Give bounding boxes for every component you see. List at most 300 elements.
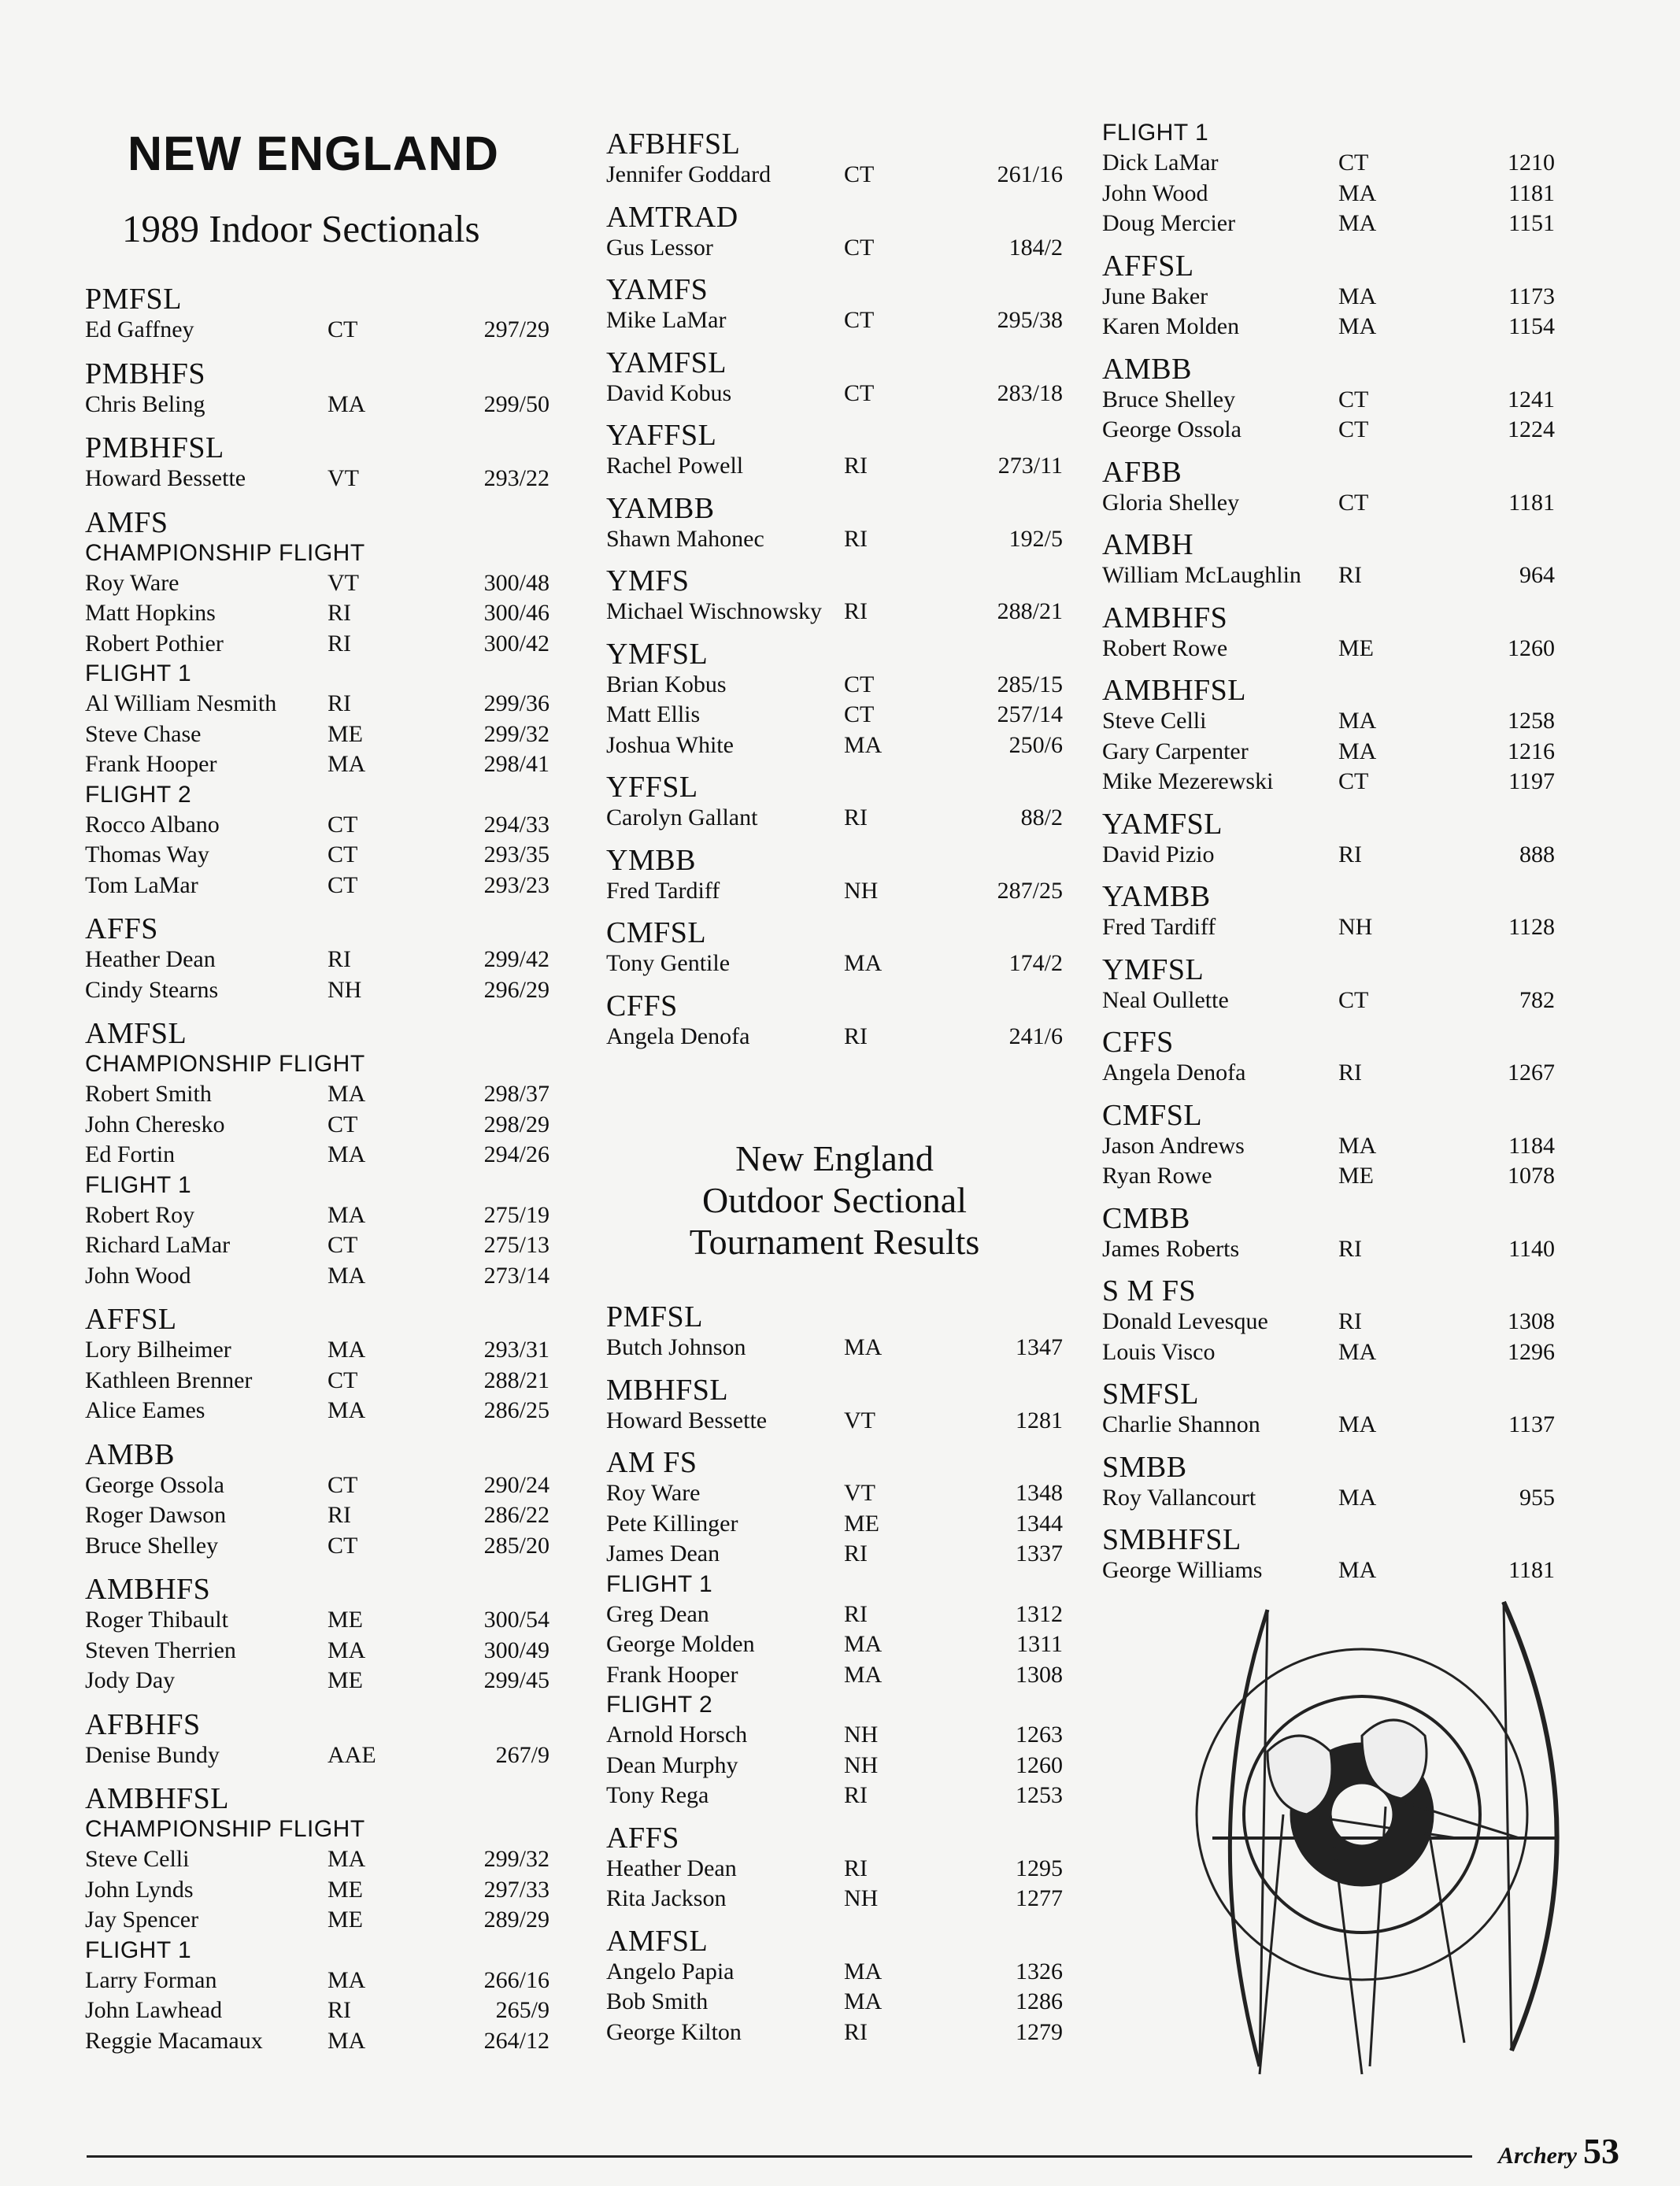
archer-name: Jason Andrews — [1102, 1132, 1245, 1159]
archer-name: Heather Dean — [606, 1855, 737, 1881]
score: 300/42 — [483, 630, 550, 657]
state-code: CT — [327, 1367, 358, 1393]
state-code: RI — [844, 1600, 868, 1627]
score: 275/19 — [483, 1201, 550, 1228]
state-code: MA — [1338, 313, 1377, 339]
category-heading: YMFSL — [1102, 952, 1204, 986]
result-section — [85, 1018, 573, 1291]
flight-label: FLIGHT 1 — [85, 1936, 192, 1963]
category-heading: AFBHFS — [85, 1707, 201, 1741]
result-section — [1102, 881, 1555, 943]
state-code: RI — [1338, 1235, 1362, 1262]
score: 289/29 — [483, 1907, 550, 1933]
result-row — [1102, 1234, 1555, 1265]
archer-name: John Cheresko — [85, 1111, 225, 1137]
result-row — [1102, 385, 1555, 416]
category-heading: YAMFSL — [1102, 807, 1223, 841]
state-code: MA — [1338, 1132, 1377, 1159]
score: 297/29 — [483, 316, 550, 342]
score: 261/16 — [997, 161, 1063, 187]
category-heading: YAMBB — [1102, 880, 1211, 913]
archer-name: Ryan Rowe — [1102, 1163, 1212, 1189]
result-row — [85, 2026, 573, 2057]
archer-name: Tom LaMar — [85, 871, 198, 898]
result-row — [606, 1720, 1063, 1751]
category-heading: AMBHFS — [85, 1573, 211, 1606]
score: 1197 — [1508, 768, 1555, 794]
flight-label: FLIGHT 2 — [85, 781, 192, 808]
state-code: NH — [1338, 914, 1373, 940]
result-row — [1102, 312, 1555, 342]
state-code: MA — [327, 1337, 366, 1363]
score: 1295 — [1016, 1855, 1063, 1881]
flight-label: FLIGHT 1 — [85, 1171, 192, 1198]
category-heading: YAFFSL — [606, 419, 717, 452]
archer-name: Steven Therrien — [85, 1637, 236, 1663]
result-row — [606, 1781, 1063, 1811]
result-row — [1102, 209, 1555, 239]
state-code: RI — [844, 804, 868, 830]
state-code: MA — [327, 1846, 366, 1872]
score: 782 — [1519, 986, 1555, 1013]
archer-name: David Kobus — [606, 379, 732, 406]
archer-name: Angela Denofa — [1102, 1060, 1246, 1086]
category-heading: AFFS — [606, 1821, 679, 1855]
archer-name: George Ossola — [85, 1471, 224, 1498]
result-row — [1102, 706, 1555, 737]
category-heading: SMFSL — [1102, 1378, 1199, 1411]
result-row — [1102, 737, 1555, 768]
archer-name: Neal Oullette — [1102, 986, 1229, 1013]
archer-name: Robert Rowe — [1102, 634, 1228, 661]
result-row — [85, 945, 573, 975]
result-section — [85, 1783, 573, 2056]
category-heading: YMBB — [606, 843, 696, 877]
archer-name: Dean Murphy — [606, 1751, 738, 1778]
result-row — [606, 1333, 1063, 1363]
score: 1312 — [1016, 1600, 1063, 1627]
archer-name: Gloria Shelley — [1102, 489, 1240, 516]
archer-name: Butch Johnson — [606, 1334, 746, 1360]
result-row — [85, 810, 573, 841]
score: 955 — [1519, 1484, 1555, 1511]
footer-rule — [87, 2155, 1472, 2158]
score: 293/23 — [483, 871, 550, 898]
state-code: MA — [327, 1397, 366, 1423]
score: 1260 — [1508, 634, 1555, 661]
result-section — [606, 1301, 1063, 1363]
score: 888 — [1519, 841, 1555, 867]
result-row — [1102, 840, 1555, 871]
result-row — [85, 1966, 573, 1996]
result-row — [85, 315, 573, 346]
archer-name: John Wood — [85, 1262, 191, 1289]
state-code: RI — [844, 1782, 868, 1808]
state-code: CT — [327, 1111, 358, 1137]
score: 1181 — [1508, 179, 1555, 206]
result-section — [1102, 954, 1555, 1016]
state-code: RI — [844, 453, 868, 479]
state-code: MA — [327, 751, 366, 777]
archer-name: James Dean — [606, 1541, 720, 1566]
result-row — [606, 1600, 1063, 1630]
state-code: RI — [327, 630, 351, 657]
state-code: CT — [844, 671, 875, 697]
archer-name: Denise Bundy — [85, 1741, 220, 1768]
archer-name: Bob Smith — [606, 1988, 709, 2014]
result-row — [606, 1660, 1063, 1691]
state-code: ME — [327, 1607, 363, 1633]
score: 1348 — [1016, 1480, 1063, 1506]
score: 293/22 — [483, 465, 550, 491]
state-code: ME — [844, 1510, 879, 1537]
state-code: RI — [327, 600, 351, 626]
archer-name: Frank Hooper — [85, 751, 217, 777]
archer-name: Ed Fortin — [85, 1141, 176, 1167]
score: 1224 — [1508, 416, 1555, 442]
state-code: MA — [1338, 283, 1377, 309]
result-row — [606, 451, 1063, 482]
result-row — [606, 233, 1063, 264]
state-code: MA — [844, 1334, 883, 1360]
state-code: CT — [1338, 768, 1369, 794]
score: 1184 — [1508, 1132, 1555, 1159]
result-section — [1102, 808, 1555, 871]
archer-name: Gary Carpenter — [1102, 738, 1249, 764]
result-row — [1102, 1337, 1555, 1368]
state-code: CT — [1338, 986, 1369, 1013]
state-code: MA — [844, 1661, 883, 1688]
result-section — [1102, 1452, 1555, 1514]
category-heading: AFFSL — [1102, 249, 1194, 283]
result-section — [606, 771, 1063, 834]
archer-name: June Baker — [1102, 283, 1208, 309]
category-heading: AMFSL — [606, 1924, 709, 1958]
archer-name: Brian Kobus — [606, 671, 727, 697]
result-row — [1102, 634, 1555, 664]
result-row — [85, 749, 573, 780]
result-row — [1102, 1161, 1555, 1192]
result-row — [85, 1200, 573, 1231]
archer-name: Doug Mercier — [1102, 210, 1236, 236]
state-code: CT — [1338, 489, 1369, 516]
archer-drawing-bow-icon — [1165, 1578, 1582, 2082]
score: 295/38 — [997, 307, 1063, 333]
result-row — [85, 1605, 573, 1636]
category-heading: CFFS — [606, 989, 678, 1023]
score: 1267 — [1508, 1060, 1555, 1086]
result-row — [85, 629, 573, 660]
archer-name: John Wood — [1102, 179, 1208, 206]
score: 1173 — [1508, 283, 1555, 309]
result-row — [1102, 148, 1555, 179]
result-row — [1102, 1131, 1555, 1162]
state-code: RI — [327, 946, 351, 972]
result-row — [85, 1396, 573, 1426]
archer-name: Steve Celli — [1102, 708, 1207, 734]
result-section — [606, 1925, 1063, 2048]
category-heading: YFFSL — [606, 771, 698, 804]
state-code: RI — [844, 598, 868, 624]
result-section — [606, 274, 1063, 336]
result-row — [85, 1844, 573, 1875]
score: 267/9 — [495, 1741, 550, 1768]
result-row — [1102, 488, 1555, 519]
score: 285/15 — [997, 671, 1063, 697]
result-section — [606, 1822, 1063, 1914]
state-code: NH — [844, 1722, 879, 1748]
score: 1154 — [1508, 313, 1555, 339]
archer-name: Howard Bessette — [606, 1407, 768, 1433]
archer-name: Angelo Papia — [606, 1958, 735, 1984]
state-code: CT — [327, 871, 358, 898]
state-code: CT — [327, 1232, 358, 1258]
result-row — [606, 160, 1063, 190]
result-row — [85, 1875, 573, 1906]
score: 1326 — [1016, 1958, 1063, 1984]
result-section — [1102, 529, 1555, 591]
score: 1279 — [1016, 2018, 1063, 2045]
result-row — [606, 1884, 1063, 1914]
state-code: RI — [1338, 1308, 1362, 1334]
result-row — [1102, 1410, 1555, 1441]
archer-name: Roy Vallancourt — [1102, 1484, 1256, 1511]
state-code: MA — [1338, 179, 1377, 206]
result-row — [1102, 415, 1555, 446]
state-code: CT — [844, 234, 875, 261]
score: 1210 — [1508, 150, 1555, 176]
archer-name: Arnold Horsch — [606, 1722, 748, 1748]
archer-name: Fred Tardiff — [1102, 914, 1216, 940]
outdoor-title-line: New England — [735, 1138, 934, 1178]
score: 283/18 — [997, 379, 1063, 406]
result-row — [1102, 912, 1555, 943]
archer-name: Matt Hopkins — [85, 600, 216, 626]
result-row — [606, 1406, 1063, 1437]
state-code: MA — [327, 1637, 366, 1663]
state-code: RI — [844, 525, 868, 552]
archer-name: John Lawhead — [85, 1997, 223, 2023]
category-heading: AMBHFSL — [85, 1782, 229, 1815]
result-row — [606, 1629, 1063, 1660]
score: 299/50 — [483, 390, 550, 417]
score: 275/13 — [483, 1232, 550, 1258]
archer-name: John Lynds — [85, 1876, 194, 1903]
result-row — [606, 731, 1063, 761]
result-row — [85, 1905, 573, 1936]
state-code: MA — [327, 1141, 366, 1167]
state-code: VT — [327, 569, 359, 596]
archer-name: Steve Chase — [85, 720, 202, 747]
state-code: RI — [844, 2018, 868, 2045]
archer-name: Larry Forman — [85, 1966, 217, 1993]
result-row — [606, 1751, 1063, 1781]
score: 300/48 — [483, 569, 550, 596]
result-row — [85, 1366, 573, 1396]
result-row — [606, 1957, 1063, 1988]
result-row — [85, 1500, 573, 1531]
result-row — [606, 949, 1063, 979]
score: 192/5 — [1008, 525, 1063, 552]
score: 1241 — [1508, 386, 1555, 412]
archer-name: Robert Pothier — [85, 630, 224, 657]
category-heading: MBHFSL — [606, 1373, 729, 1407]
archer-name: Thomas Way — [85, 841, 209, 867]
archer-name: Roger Thibault — [85, 1607, 228, 1633]
result-row — [606, 597, 1063, 627]
state-code: ME — [327, 1667, 363, 1693]
category-heading: AFFSL — [85, 1303, 177, 1336]
result-row — [85, 975, 573, 1006]
category-heading: AFFS — [85, 912, 158, 945]
result-row — [606, 803, 1063, 834]
state-code: VT — [844, 1407, 875, 1433]
archer-name: Alice Eames — [85, 1397, 205, 1423]
result-row — [85, 1666, 573, 1696]
state-code: MA — [1338, 210, 1377, 236]
archer-name: Joshua White — [606, 731, 734, 758]
score: 300/49 — [483, 1637, 550, 1663]
score: 1308 — [1016, 1661, 1063, 1688]
result-section — [606, 1374, 1063, 1437]
result-row — [1102, 179, 1555, 209]
archer-name: Mike Mezerewski — [1102, 768, 1274, 794]
result-row — [85, 1079, 573, 1110]
result-row — [85, 840, 573, 871]
state-code: ME — [327, 1907, 363, 1933]
score: 299/36 — [483, 690, 550, 716]
category-heading: YAMBB — [606, 491, 715, 525]
result-row — [85, 568, 573, 599]
state-code: MA — [327, 1966, 366, 1993]
archer-name: Robert Smith — [85, 1081, 212, 1107]
result-row — [606, 876, 1063, 907]
archer-name: Reggie Macamaux — [85, 2027, 263, 2054]
state-code: MA — [1338, 738, 1377, 764]
category-heading: YMFSL — [606, 637, 709, 671]
category-heading: AFBHFSL — [606, 128, 741, 161]
score: 1137 — [1508, 1411, 1555, 1437]
score: 285/20 — [483, 1532, 550, 1559]
category-heading: YAMFSL — [606, 346, 727, 379]
archer-name: Bruce Shelley — [1102, 386, 1236, 412]
result-row — [85, 1261, 573, 1292]
result-section — [85, 432, 573, 494]
score: 294/33 — [483, 811, 550, 838]
state-code: VT — [844, 1480, 875, 1506]
archer-name: Rita Jackson — [606, 1885, 727, 1911]
archer-name: Karen Molden — [1102, 313, 1240, 339]
result-row — [606, 1854, 1063, 1885]
score: 241/6 — [1008, 1023, 1063, 1049]
archer-name: Frank Hooper — [606, 1661, 738, 1688]
state-code: NH — [844, 1885, 879, 1911]
result-section — [85, 358, 573, 420]
state-code: CT — [327, 841, 358, 867]
result-row — [85, 1470, 573, 1501]
score: 184/2 — [1008, 234, 1063, 261]
score: 288/21 — [997, 598, 1063, 624]
category-heading: AMFSL — [85, 1017, 187, 1050]
archer-name: Carolyn Gallant — [606, 804, 758, 830]
result-row — [606, 1478, 1063, 1509]
state-code: VT — [327, 465, 359, 491]
category-heading: AMBB — [1102, 352, 1192, 386]
archer-name: Bruce Shelley — [85, 1532, 219, 1559]
outdoor-title-line: Tournament Results — [689, 1222, 980, 1262]
archer-name: George Molden — [606, 1631, 755, 1657]
score: 298/37 — [483, 1081, 550, 1107]
state-code: RI — [844, 1541, 868, 1566]
score: 88/2 — [1020, 804, 1063, 830]
state-code: CT — [327, 1532, 358, 1559]
state-code: ME — [1338, 634, 1374, 661]
state-code: CT — [844, 161, 875, 187]
result-section — [1102, 250, 1555, 342]
archer-name: Fred Tardiff — [606, 877, 720, 904]
score: 296/29 — [483, 976, 550, 1003]
result-row — [85, 1140, 573, 1171]
state-code: ME — [327, 1876, 363, 1903]
score: 257/14 — [997, 701, 1063, 727]
archer-name: Robert Roy — [85, 1201, 195, 1228]
score: 1258 — [1508, 708, 1555, 734]
state-code: MA — [1338, 708, 1377, 734]
result-row — [85, 1636, 573, 1666]
score: 298/41 — [483, 751, 550, 777]
result-section — [1102, 1378, 1555, 1441]
state-code: AAE — [327, 1741, 376, 1768]
category-heading: SMBB — [1102, 1450, 1187, 1484]
score: 273/14 — [483, 1262, 550, 1289]
result-row — [85, 719, 573, 750]
flight-label: FLIGHT 2 — [606, 1692, 713, 1718]
score: 1347 — [1016, 1334, 1063, 1360]
result-row — [1102, 1058, 1555, 1089]
archer-name: Michael Wischnowsky — [606, 598, 823, 624]
score: 265/9 — [495, 1997, 550, 2023]
result-row — [85, 1996, 573, 2026]
state-code: CT — [1338, 386, 1369, 412]
archer-name: Chris Beling — [85, 390, 205, 417]
result-section — [606, 128, 1063, 190]
page-title: NEW ENGLAND — [128, 127, 499, 180]
category-heading: AMBHFSL — [1102, 674, 1246, 707]
score: 1344 — [1016, 1510, 1063, 1537]
result-section — [1102, 353, 1555, 446]
archer-name: Gus Lessor — [606, 234, 713, 261]
result-section — [85, 283, 573, 346]
state-code: CT — [844, 701, 875, 727]
archer-name: Al William Nesmith — [85, 690, 277, 716]
archer-name: Pete Killinger — [606, 1510, 738, 1537]
result-section — [606, 638, 1063, 761]
result-section — [1102, 602, 1555, 664]
footer — [1498, 2130, 1619, 2172]
result-section — [1102, 457, 1555, 519]
result-row — [1102, 767, 1555, 797]
category-heading: AM FS — [606, 1446, 698, 1479]
outdoor-title-line: Outdoor Sectional — [702, 1180, 967, 1220]
state-code: CT — [844, 307, 875, 333]
indoor-subtitle: 1989 Indoor Sectionals — [122, 207, 480, 250]
state-code: RI — [844, 1855, 868, 1881]
result-row — [606, 1539, 1063, 1570]
result-row — [85, 464, 573, 494]
result-section — [85, 913, 573, 1005]
score: 288/21 — [483, 1367, 550, 1393]
score: 293/35 — [483, 841, 550, 867]
